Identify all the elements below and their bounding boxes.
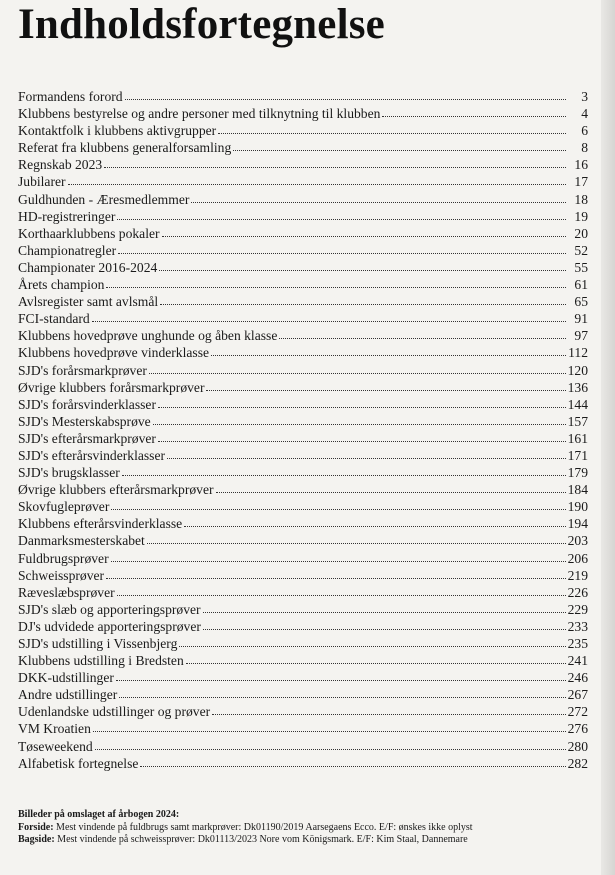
toc-entry bbox=[18, 344, 588, 361]
back-cover-line bbox=[18, 834, 578, 847]
toc-entry-page-number: 4 bbox=[581, 106, 588, 122]
toc-dot-leader bbox=[218, 121, 566, 134]
toc-entry bbox=[18, 498, 588, 515]
toc-entry-page-number: 55 bbox=[574, 259, 588, 275]
toc-entry bbox=[18, 567, 588, 584]
toc-dot-leader bbox=[167, 446, 566, 459]
toc-dot-leader bbox=[179, 634, 565, 647]
page-edge-shadow bbox=[601, 0, 615, 875]
toc-dot-leader bbox=[216, 480, 566, 493]
toc-dot-leader bbox=[104, 155, 566, 168]
toc-entry-label: Formandens forord bbox=[18, 89, 123, 104]
toc-entry-page-number: 233 bbox=[567, 618, 588, 634]
toc-entry bbox=[18, 464, 588, 481]
toc-dot-leader bbox=[147, 531, 566, 544]
toc-entry-page-number: 194 bbox=[567, 516, 588, 532]
toc-entry-label: SJD's Mesterskabsprøve bbox=[18, 413, 151, 429]
toc-entry-page-number: 246 bbox=[567, 670, 588, 686]
toc-dot-leader bbox=[153, 412, 566, 425]
toc-entry-label: Ræveslæbsprøver bbox=[18, 584, 115, 600]
toc-entry-page-number: 52 bbox=[574, 242, 588, 258]
toc-entry-label: Klubbens efterårsvinderklasse bbox=[18, 516, 183, 532]
toc-entry-label: Championater 2016-2024 bbox=[18, 259, 158, 275]
toc-entry bbox=[18, 362, 588, 379]
toc-dot-leader bbox=[191, 190, 566, 203]
toc-entry bbox=[18, 755, 588, 772]
front-cover-label: Forside: bbox=[18, 821, 54, 833]
toc-entry bbox=[18, 703, 588, 720]
toc-entry bbox=[18, 532, 588, 549]
toc-entry-label: Klubbens bestyrelse og andre personer med tilknytning til klubben bbox=[18, 106, 381, 122]
toc-entry bbox=[18, 686, 588, 703]
toc-entry-label: SJD's forårsvinderklasser bbox=[18, 396, 156, 412]
toc-entry-label: Fuldbrugsprøver bbox=[18, 550, 109, 566]
toc-entry bbox=[18, 293, 588, 310]
toc-entry-page-number: 18 bbox=[574, 191, 588, 207]
toc-entry bbox=[18, 720, 588, 737]
page-title: Indholdsfortegnelse bbox=[18, 1, 385, 48]
toc-entry-page-number: 65 bbox=[574, 294, 588, 310]
toc-entry bbox=[18, 122, 588, 139]
toc-dot-leader bbox=[186, 651, 566, 664]
toc-entry-label: SJD's forårsmarkprøver bbox=[18, 362, 147, 378]
cover-caption-heading: Billeder på omslaget af årbogen 2024: bbox=[18, 809, 180, 820]
toc-dot-leader bbox=[211, 343, 566, 356]
toc-entry bbox=[18, 515, 588, 532]
toc-entry bbox=[18, 105, 588, 122]
toc-entry-label: SJD's slæb og apporteringsprøver bbox=[18, 601, 201, 617]
toc-dot-leader bbox=[149, 361, 566, 374]
toc-entry bbox=[18, 481, 588, 498]
toc-entry-page-number: 184 bbox=[567, 482, 588, 498]
toc-entry-page-number: 276 bbox=[567, 721, 588, 737]
toc-entry-label: Guldhunden - Æresmedlemmer bbox=[18, 191, 190, 207]
toc-entry-label: Schweissprøver bbox=[18, 567, 105, 583]
back-cover-label: Bagside: bbox=[18, 834, 55, 845]
toc-entry-label: Klubbens hovedprøve unghunde og åben klasse bbox=[18, 328, 278, 344]
toc-dot-leader bbox=[279, 326, 566, 339]
toc-entry bbox=[18, 173, 588, 190]
toc-dot-leader bbox=[93, 719, 566, 732]
toc-entry-page-number: 226 bbox=[567, 584, 588, 600]
toc-entry-label: Klubbens udstilling i Bredsten bbox=[18, 653, 184, 669]
front-cover-text: Mest vindende på fuldbrugs samt markprøver: Dk01190/2019 Aarsegaens Ecco. E/F: ønskes ikke oplyst bbox=[56, 821, 473, 833]
table-of-contents bbox=[18, 88, 588, 772]
toc-entry bbox=[18, 88, 588, 105]
toc-dot-leader bbox=[118, 241, 566, 254]
toc-entry bbox=[18, 310, 588, 327]
toc-entry-label: Skovfugleprøver bbox=[18, 499, 110, 515]
toc-dot-leader bbox=[184, 514, 565, 527]
toc-dot-leader bbox=[158, 429, 566, 442]
back-cover-text: Mest vindende på schweissprøver: Dk01113/2023 Nore vom Königsmark. E/F: Kim Staal, Dannemare bbox=[57, 834, 468, 845]
toc-entry-label: SJD's efterårsvinderklasser bbox=[18, 447, 166, 463]
toc-entry bbox=[18, 738, 588, 755]
toc-dot-leader bbox=[158, 395, 566, 408]
toc-dot-leader bbox=[116, 668, 566, 681]
toc-dot-leader bbox=[117, 207, 566, 220]
toc-entry bbox=[18, 225, 588, 242]
toc-entry-page-number: 161 bbox=[567, 430, 588, 446]
toc-entry-label: Kontaktfolk i klubbens aktivgrupper bbox=[18, 123, 217, 139]
toc-entry-label: Årets champion bbox=[18, 277, 105, 293]
toc-dot-leader bbox=[159, 258, 566, 271]
toc-entry-label: Klubbens hovedprøve vinderklasse bbox=[18, 345, 210, 361]
toc-dot-leader bbox=[111, 497, 565, 510]
toc-entry-label: DJ's udvidede apporteringsprøver bbox=[18, 618, 201, 634]
toc-entry-page-number: 241 bbox=[567, 653, 588, 669]
toc-entry-label: Øvrige klubbers forårsmarkprøver bbox=[18, 379, 205, 395]
toc-entry bbox=[18, 208, 588, 225]
toc-entry bbox=[18, 584, 588, 601]
toc-dot-leader bbox=[122, 463, 566, 476]
toc-entry-page-number: 144 bbox=[567, 396, 588, 412]
toc-entry bbox=[18, 601, 588, 618]
toc-entry-page-number: 282 bbox=[567, 755, 588, 771]
cover-caption bbox=[18, 809, 578, 847]
toc-dot-leader bbox=[92, 309, 566, 322]
toc-entry bbox=[18, 413, 588, 430]
toc-entry-label: Alfabetisk fortegnelse bbox=[18, 755, 139, 771]
toc-dot-leader bbox=[106, 566, 566, 579]
toc-entry-label: Referat fra klubbens generalforsamling bbox=[18, 140, 232, 156]
toc-entry-label: Korthaarklubbens pokaler bbox=[18, 225, 160, 241]
toc-dot-leader bbox=[106, 275, 566, 288]
toc-dot-leader bbox=[68, 172, 566, 185]
toc-entry bbox=[18, 669, 588, 686]
toc-entry-label: DKK-udstillinger bbox=[18, 670, 114, 686]
toc-entry-page-number: 229 bbox=[567, 601, 588, 617]
toc-entry-page-number: 190 bbox=[567, 499, 588, 515]
toc-entry-page-number: 272 bbox=[567, 704, 588, 720]
front-cover-line bbox=[18, 822, 578, 835]
toc-entry-page-number: 171 bbox=[567, 447, 588, 463]
toc-entry-page-number: 17 bbox=[574, 174, 588, 190]
toc-entry-page-number: 16 bbox=[574, 157, 588, 173]
toc-dot-leader bbox=[125, 87, 566, 100]
toc-entry-page-number: 280 bbox=[567, 738, 588, 754]
toc-entry-label: Andre udstillinger bbox=[18, 687, 118, 703]
toc-entry-label: SJD's udstilling i Vissenbjerg bbox=[18, 636, 178, 651]
toc-dot-leader bbox=[382, 104, 566, 117]
toc-entry-label: Udenlandske udstillinger og prøver bbox=[18, 704, 211, 720]
toc-entry-page-number: 157 bbox=[567, 413, 588, 429]
toc-entry-page-number: 203 bbox=[567, 533, 588, 549]
toc-entry bbox=[18, 430, 588, 447]
toc-entry-label: SJD's efterårsmarkprøver bbox=[18, 430, 156, 446]
toc-dot-leader bbox=[233, 138, 566, 151]
toc-entry-page-number: 61 bbox=[574, 277, 588, 293]
toc-entry bbox=[18, 259, 588, 276]
toc-entry-page-number: 91 bbox=[574, 311, 588, 327]
toc-entry-label: Danmarksmesterskabet bbox=[18, 533, 145, 549]
toc-dot-leader bbox=[119, 685, 565, 698]
toc-entry bbox=[18, 191, 588, 208]
toc-entry-label: VM Kroatien bbox=[18, 721, 91, 737]
toc-dot-leader bbox=[117, 583, 566, 596]
toc-entry bbox=[18, 618, 588, 635]
toc-entry-label: Jubilarer bbox=[18, 174, 66, 190]
toc-dot-leader bbox=[95, 737, 566, 750]
toc-entry-page-number: 112 bbox=[568, 345, 588, 361]
toc-dot-leader bbox=[160, 292, 566, 305]
toc-entry-page-number: 206 bbox=[567, 550, 588, 566]
toc-entry bbox=[18, 447, 588, 464]
toc-entry-page-number: 179 bbox=[567, 465, 588, 481]
toc-entry bbox=[18, 379, 588, 396]
toc-entry-page-number: 267 bbox=[567, 687, 588, 703]
toc-entry-label: SJD's brugsklasser bbox=[18, 465, 120, 481]
toc-dot-leader bbox=[206, 378, 565, 391]
toc-entry-page-number: 97 bbox=[574, 328, 588, 344]
toc-entry-page-number: 8 bbox=[581, 140, 588, 156]
toc-dot-leader bbox=[212, 702, 565, 715]
toc-entry-page-number: 235 bbox=[567, 636, 588, 651]
toc-entry-label: Championatregler bbox=[18, 242, 117, 258]
toc-entry bbox=[18, 550, 588, 567]
toc-entry-page-number: 120 bbox=[567, 362, 588, 378]
toc-entry-page-number: 219 bbox=[567, 567, 588, 583]
toc-entry bbox=[18, 396, 588, 413]
toc-entry-page-number: 19 bbox=[574, 208, 588, 224]
toc-dot-leader bbox=[111, 549, 566, 562]
toc-entry-label: FCI-standard bbox=[18, 311, 90, 327]
toc-entry bbox=[18, 652, 588, 669]
toc-entry-page-number: 3 bbox=[581, 89, 588, 104]
toc-entry-label: Avlsregister samt avlsmål bbox=[18, 294, 159, 310]
toc-dot-leader bbox=[162, 224, 566, 237]
toc-entry-page-number: 20 bbox=[574, 225, 588, 241]
toc-entry-page-number: 136 bbox=[567, 379, 588, 395]
toc-entry-label: Regnskab 2023 bbox=[18, 157, 103, 173]
toc-dot-leader bbox=[203, 617, 566, 630]
toc-entry bbox=[18, 156, 588, 173]
toc-entry-label: HD-registreringer bbox=[18, 208, 116, 224]
toc-entry bbox=[18, 327, 588, 344]
toc-dot-leader bbox=[140, 754, 565, 767]
toc-entry bbox=[18, 276, 588, 293]
toc-entry-label: Tøseweekend bbox=[18, 738, 93, 754]
toc-entry bbox=[18, 242, 588, 259]
toc-entry bbox=[18, 139, 588, 156]
toc-entry bbox=[18, 635, 588, 652]
toc-dot-leader bbox=[203, 600, 566, 613]
toc-entry-page-number: 6 bbox=[581, 123, 588, 139]
toc-entry-label: Øvrige klubbers efterårsmarkprøver bbox=[18, 482, 214, 498]
